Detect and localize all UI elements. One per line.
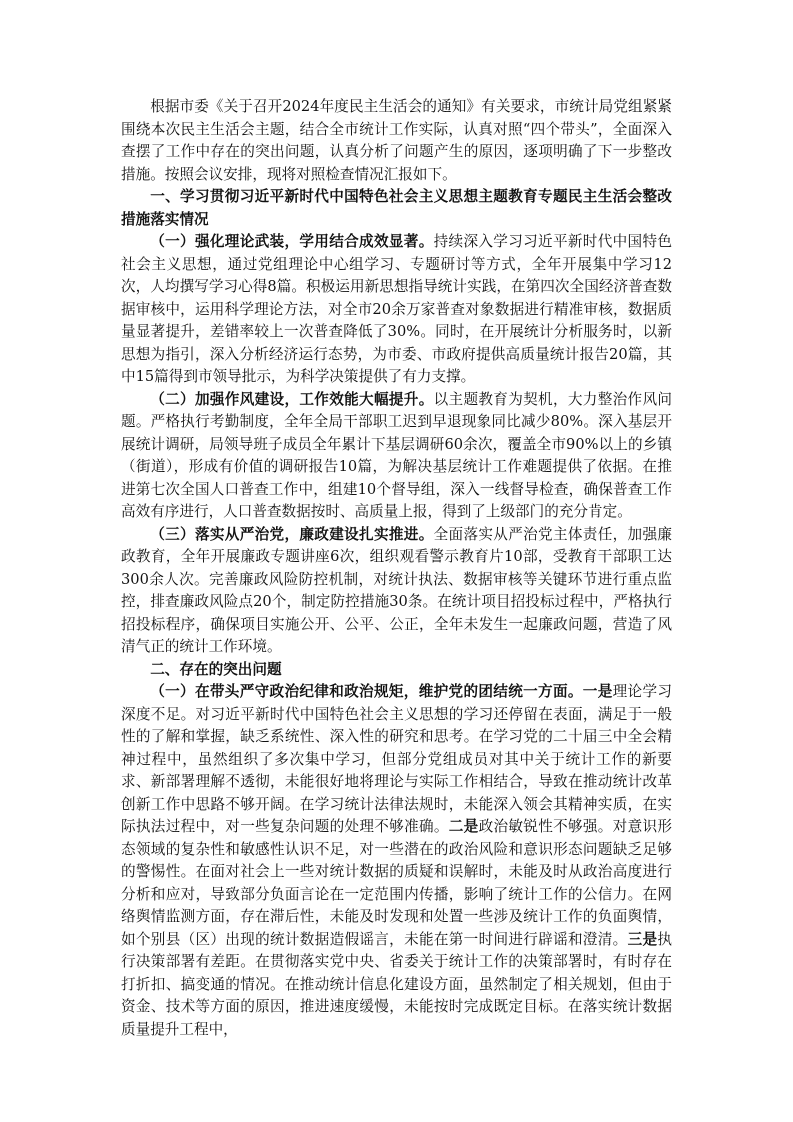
- section-1-item-3-body: 全面落实从严治党主体责任，加强廉政教育，全年开展廉政专题讲座6次，组织观看警示教育片10部，受教育干部职工达300余人次。完善廉政风险防控机制，对统计执法、数据审核等关键环节进行重点监控，排查廉政风险点20个，制定防控措施30条。在统计项目招投标过程中，严格执行招投标程序，确保项目实施公开、公平、公正，全年未发生一起廉政问题，营造了风清气正的统计工作环境。: [121, 525, 672, 655]
- point-body-3: 执行决策部署有差距。在贯彻落实党中央、省委关于统计工作的决策部署时，有时存在打折扣、搞变通的情况。在推动统计信息化建设方面，虽然制定了相关规划，但由于资金、技术等方面的原因，推进速度缓慢，未能按时完成既定目标。在落实统计数据质量提升工程中，: [121, 930, 672, 1038]
- section-1-item-1: [121, 231, 672, 389]
- section-1-item-2-lead: （二）加强作风建设，工作效能大幅提升。: [150, 390, 434, 408]
- point-marker-3: 三是: [627, 930, 658, 948]
- intro-paragraph: 根据市委《关于召开2024年度民主生活会的通知》有关要求，市统计局党组紧紧围绕本次民主生活会主题，结合全市统计工作实际，认真对照“四个带头”，全面深入查摆了工作中存在的突出问题，认真分析了问题产生的原因，逐项明确了下一步整改措施。按照会议安排，现将对照检查情况汇报如下。: [121, 98, 672, 183]
- section-1-item-1-lead: （一）强化理论武装，学用结合成效显著。: [150, 233, 434, 250]
- section-1-item-2: [121, 389, 672, 524]
- section-1-item-3-lead: （三）落实从严治党，廉政建设扎实推进。: [150, 525, 434, 543]
- section-1-heading: 一、学习贯彻习近平新时代中国特色社会主义思想主题教育专题民主生活会整改措施落实情况: [121, 188, 672, 228]
- section-1-item-1-body: 持续深入学习习近平新时代中国特色社会主义思想，通过党组理论中心组学习、专题研讨等方式，全年开展集中学习12次，人均撰写学习心得8篇。积极运用新思想指导统计实践，在第四次全国经济普查数据审核中，运用科学理论方法，对全市20余万家普查对象数据进行精准审核，数据质量显著提升，差错率较上一次普查降低了30%。同时，在开展统计分析服务时，以新思想为指引，深入分析经济运行态势，为市委、市政府提供高质量统计报告20篇，其中15篇得到市领导批示，为科学决策提供了有力支撑。: [121, 233, 672, 385]
- section-1-item-3: [121, 524, 672, 659]
- point-body-1: 理论学习深度不足。对习近平新时代中国特色社会主义思想的学习还停留在表面，满足于一般性的了解和掌握，缺乏系统性、深入性的研究和思考。在学习党的二十届三中全会精神过程中，虽然组织了多次集中学习，但部分党组成员对其中关于统计工作的新要求、新部署理解不透彻，未能很好地将理论与实际工作相结合，导致在推动统计改革创新工作中思路不够开阔。在学习统计法律法规时，未能深入领会其精神实质，在实际执法过程中，对一些复杂问题的处理不够准确。: [121, 683, 672, 835]
- point-marker-2: 二是: [448, 818, 479, 835]
- document-page: [121, 96, 672, 1041]
- section-1-item-2-body: 以主题教育为契机，大力整治作风问题。严格执行考勤制度，全年全局干部职工迟到早退现象同比减少80%。深入基层开展统计调研，局领导班子成员全年累计下基层调研60余次，覆盖全市90%以上的乡镇（街道），形成有价值的调研报告10篇，为解决基层统计工作难题提供了依据。在推进第七次全国人口普查工作中，组建10个督导组，深入一线督导检查，确保普查工作高效有序进行，人口普查数据按时、高质量上报，得到了上级部门的充分肯定。: [121, 390, 672, 520]
- point-marker-1: 一是: [582, 683, 613, 700]
- section-2-heading: 二、存在的突出问题: [150, 660, 282, 678]
- point-body-2: 政治敏锐性不够强。对意识形态领域的复杂性和敏感性认识不足，对一些潜在的政治风险和意识形态问题缺乏足够的警惕性。在面对社会上一些对统计数据的质疑和误解时，未能及时从政治高度进行分析和应对，导致部分负面言论在一定范围内传播，影响了统计工作的公信力。在网络舆情监测方面，存在滞后性，未能及时发现和处置一些涉及统计工作的负面舆情，如个别县（区）出现的统计数据造假谣言，未能在第一时间进行辟谣和澄清。: [121, 818, 672, 948]
- section-2-item-1-lead: （一）在带头严守政治纪律和政治规矩，维护党的团结统一方面。: [150, 683, 583, 700]
- section-2-item-1: [121, 681, 672, 1041]
